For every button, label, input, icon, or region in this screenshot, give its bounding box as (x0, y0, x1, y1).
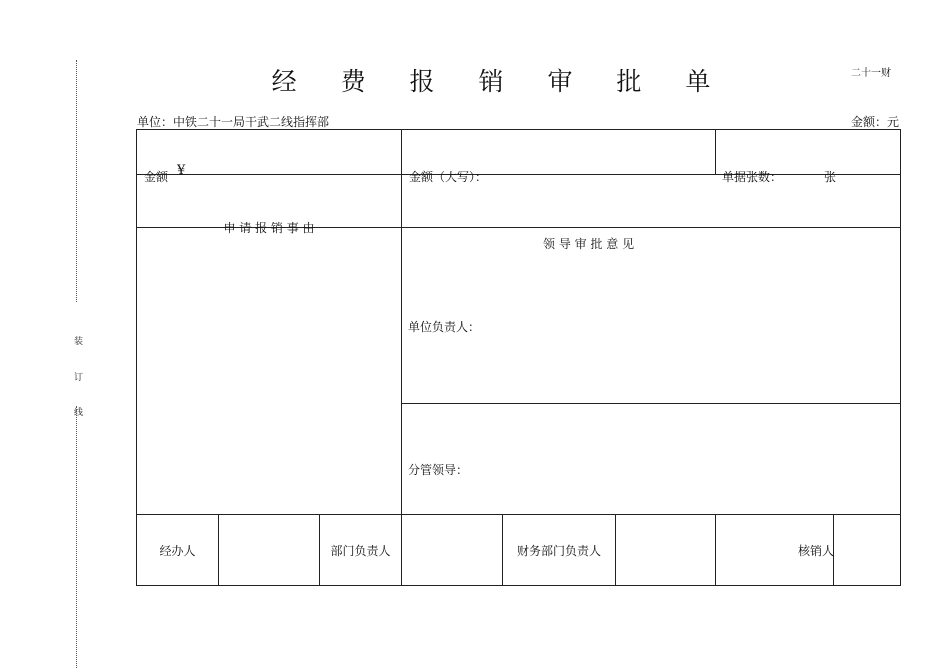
form-title: 经 费 报 销 审 批 单 (271, 67, 729, 96)
voucher-unit: 张 (824, 170, 837, 184)
voucher-count-cell[interactable] (716, 130, 901, 184)
handler-label: 经办人 (159, 543, 196, 558)
amount-cell[interactable] (137, 130, 402, 184)
verifier-label-cell (716, 515, 834, 586)
unit-label: 单位： (137, 115, 174, 129)
amount-upper-label: 金额（大写）： (409, 170, 488, 184)
finance-head-label: 财务部门负责人 (517, 544, 602, 558)
dept-head-label-cell (320, 515, 402, 586)
amount-upper-cell[interactable] (402, 130, 716, 184)
handler-sign-cell[interactable] (219, 515, 320, 586)
verifier-sign-cell[interactable] (834, 515, 901, 586)
unit-head-label: 单位负责人： (408, 319, 481, 334)
binding-line-bottom (76, 406, 77, 668)
finance-head-cell[interactable] (503, 515, 716, 586)
dept-head-sign-cell[interactable] (402, 515, 503, 586)
yen-sign: ¥ (177, 163, 186, 178)
finance-sign-divider (615, 515, 616, 585)
form-code: 二十一财 (851, 68, 891, 79)
dept-head-label: 部门负责人 (330, 543, 391, 558)
reimbursement-form-table (136, 129, 901, 586)
reason-header: 申 请 报 销 事 由 (223, 221, 315, 235)
unit-name: 中铁二十一局干武二线指挥部 (173, 115, 330, 129)
reason-body-cell[interactable] (137, 228, 402, 515)
binding-char-xian: 线 (74, 408, 84, 418)
division-leader-label: 分管领导： (408, 463, 469, 477)
unit-line (137, 113, 329, 130)
voucher-label: 单据张数： (722, 170, 783, 184)
approval-header: 领 导 审 批 意 见 (543, 237, 635, 251)
verifier-label: 核销人 (798, 544, 835, 558)
binding-char-zhuang: 装 (74, 337, 84, 347)
division-leader-approval-cell[interactable] (402, 404, 901, 515)
reason-header-cell (137, 175, 402, 235)
binding-char-ding: 订 (74, 373, 84, 383)
handler-label-cell (137, 515, 219, 586)
unit-head-approval-cell[interactable] (402, 228, 901, 404)
amount-label: 金额 (144, 170, 169, 184)
amount-unit: 金额：元 (851, 115, 900, 129)
